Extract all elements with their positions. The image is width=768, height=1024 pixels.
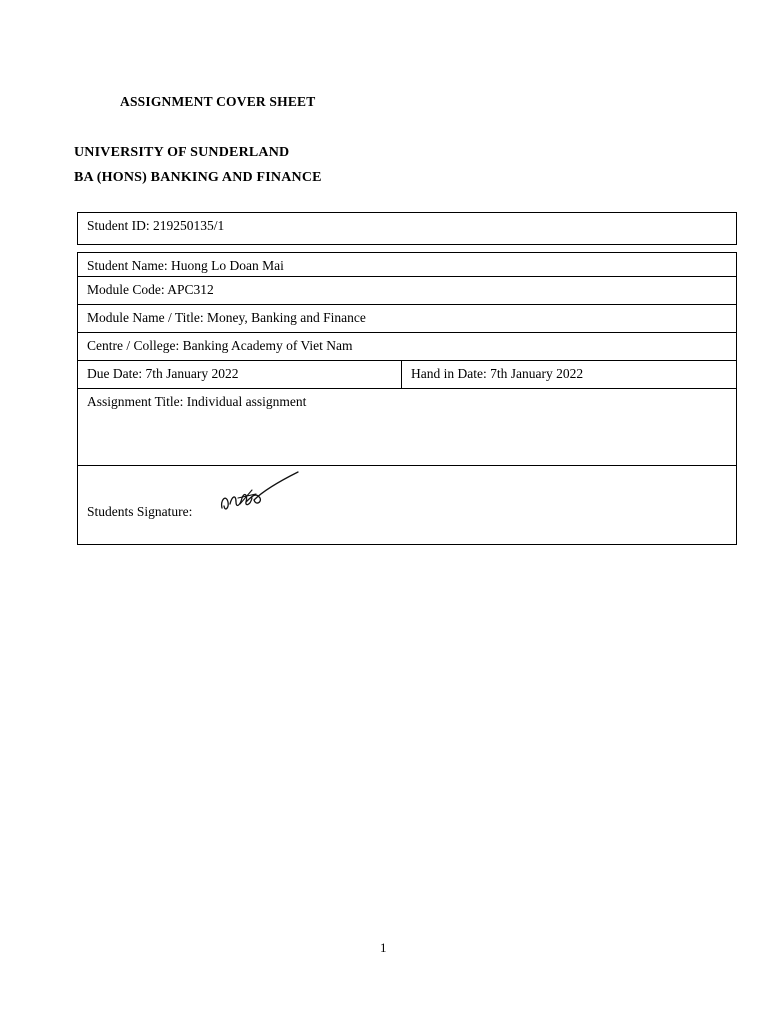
programme-name: BA (HONS) BANKING AND FINANCE [74, 170, 322, 185]
due-date-field: Due Date: 7th January 2022 [87, 366, 239, 381]
student-name-row [78, 253, 736, 277]
student-id-field: Student ID: 219250135/1 [87, 218, 225, 233]
centre-row [78, 333, 736, 361]
details-table [77, 252, 737, 545]
signature-label: Students Signature: [87, 504, 193, 519]
hand-in-date-field: Hand in Date: 7th January 2022 [411, 366, 584, 381]
module-name-field: Module Name / Title: Money, Banking and Finance [87, 310, 366, 325]
module-code-field: Module Code: APC312 [87, 282, 214, 297]
document-title: ASSIGNMENT COVER SHEET [120, 94, 316, 109]
column-divider [401, 361, 402, 388]
student-name-field: Student Name: Huong Lo Doan Mai [87, 258, 284, 273]
module-name-row [78, 305, 736, 333]
signature-row [78, 466, 736, 544]
student-id-box [77, 212, 737, 245]
page-number: 1 [380, 940, 387, 955]
module-code-row [78, 277, 736, 305]
assignment-title-field: Assignment Title: Individual assignment [87, 394, 307, 409]
dates-row [78, 361, 736, 389]
university-name: UNIVERSITY OF SUNDERLAND [74, 145, 290, 160]
centre-field: Centre / College: Banking Academy of Viet Nam [87, 338, 353, 353]
assignment-title-row [78, 389, 736, 466]
handwritten-signature [216, 468, 300, 524]
